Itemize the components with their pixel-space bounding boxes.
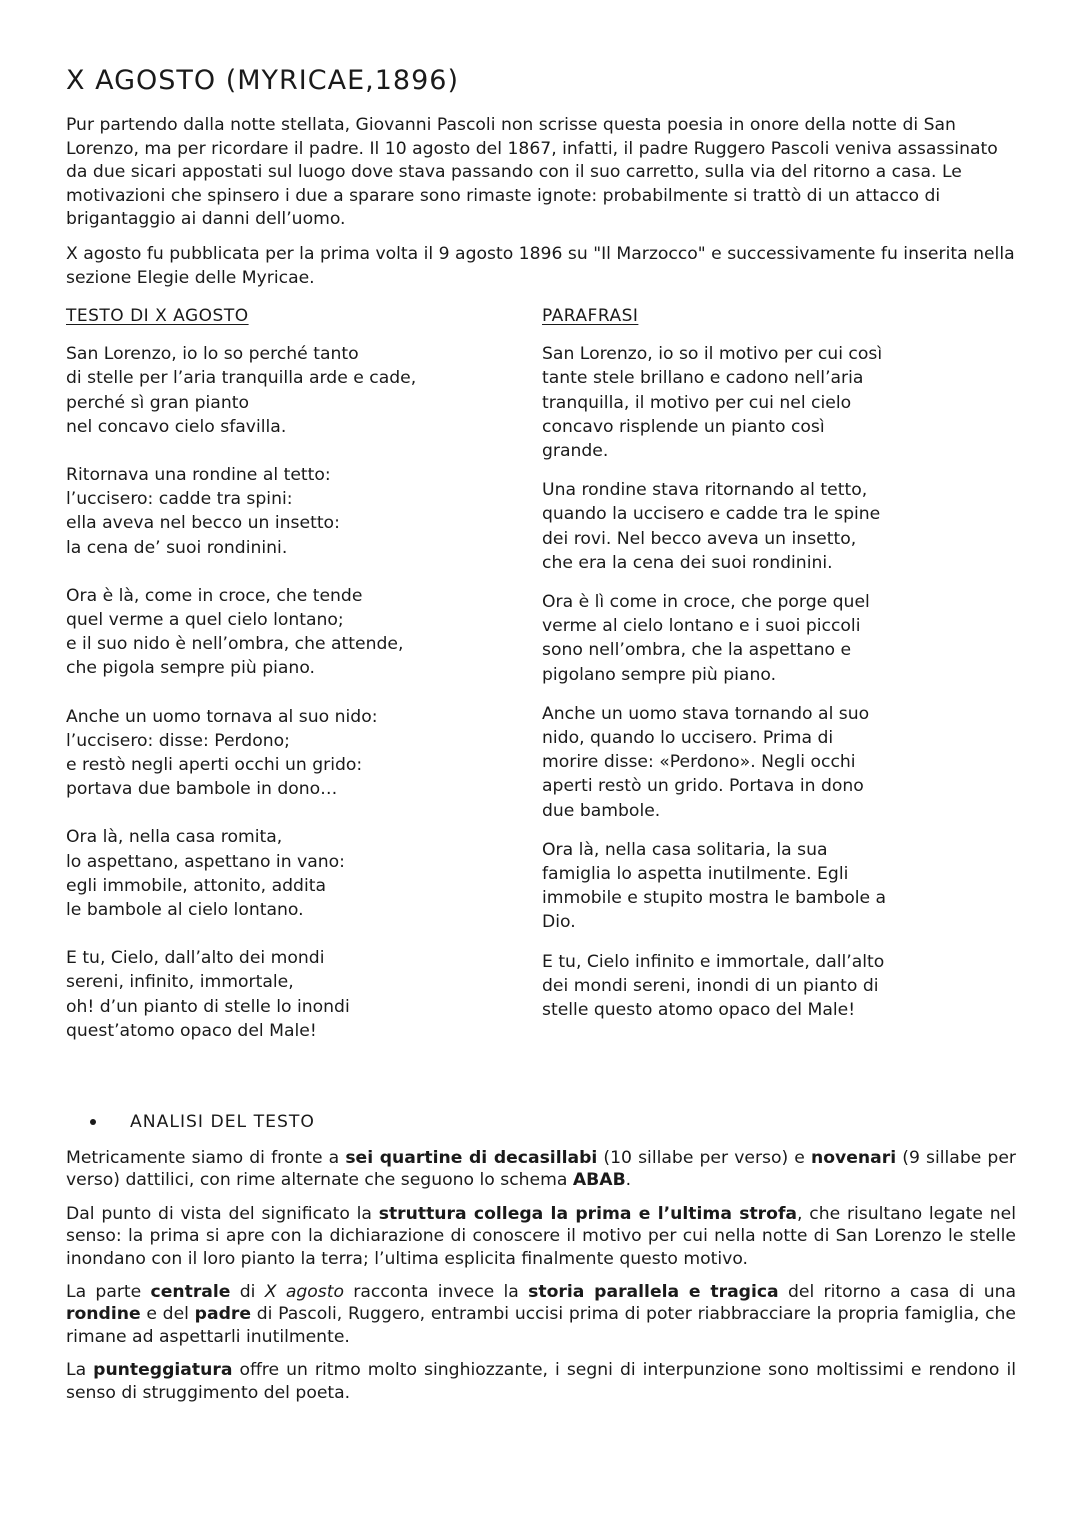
text-run: La parte [66, 1282, 151, 1303]
text-run: e del [140, 1304, 195, 1325]
bold-text: struttura collega la prima e l’ultima strofa [378, 1203, 798, 1224]
paraphrase-stanza-2: Una rondine stava ritornando al tetto, quando la uccisero e cadde tra le spine dei rovi. Nel becco aveva un insetto, che era la cena dei suoi rondinini. [542, 480, 881, 573]
paraphrase-stanza-3: Ora è lì come in croce, che porge quel verme al cielo lontano e i suoi piccoli sono nell’ombra, che la aspettano e pigolano sempre più piano. [542, 591, 870, 685]
analysis-paragraph-punctuation [66, 1359, 1016, 1404]
poem-stanza-6: E tu, Cielo, dall’alto dei mondi sereni, infinito, immortale, oh! d’un pianto di stelle lo inondi quest’atomo opaco del Male! [66, 948, 350, 1041]
poem-stanza-2: Ritornava una rondine al tetto: l’uccisero: cadde tra spini: ella aveva nel becco un insetto: la cena de’ suoi rondinini. [66, 464, 340, 558]
analysis-section [66, 1110, 1016, 1415]
bold-text: novenari [811, 1148, 897, 1168]
analysis-heading-item [66, 1110, 1016, 1134]
paraphrase-heading: PARAFRASI [542, 306, 639, 327]
bold-text: storia parallela e tragica [528, 1282, 779, 1303]
text-run: La [66, 1360, 94, 1381]
paraphrase-stanza-5: Ora là, nella casa solitaria, la sua famiglia lo aspetta inutilmente. Egli immobile e stupito mostra le bambole a Dio. [542, 839, 887, 933]
analysis-paragraph-central [66, 1281, 1016, 1348]
text-run: di [230, 1282, 265, 1303]
intro-paragraph-1: Pur partendo dalla notte stellata, Giovanni Pascoli non scrisse questa poesia in onore della notte di San Lorenzo, ma per ricordare il padre. Il 10 agosto del 1867, infatti, il padre Ruggero Pascoli veniva assassinato da due sicari appostati sul luogo dove stava passando con il suo carretto, sulla via del ritorno a casa. Le motivazioni che spinsero i due a sparare sono rimaste ignote: probabilmente si trattò di un attacco di brigantaggio ai danni dell’uomo. [66, 115, 998, 230]
paraphrase-stanza-6: E tu, Cielo infinito e immortale, dall’alto dei mondi sereni, inondi di un pianto di stelle questo atomo opaco del Male! [542, 951, 885, 1021]
poem-column [66, 304, 516, 1043]
text-run: . [625, 1170, 632, 1191]
poem-stanza-4: Anche un uomo tornava al suo nido: l’uccisero: disse: Perdono; e restò negli aperti occhi un grido: portava due bambole in dono… [66, 706, 378, 800]
intro-paragraph-2: X agosto fu pubblicata per la prima volta il 9 agosto 1896 su "Il Marzocco" e successivamente fu inserita nella sezione Elegie delle Myricae. [66, 243, 1015, 288]
text-run: offre un ritmo molto singhiozzante, i segni di interpunzione sono moltissimi e rendono il senso di struggimento del poeta. [66, 1360, 1017, 1403]
analysis-paragraph-structure [66, 1203, 1016, 1270]
bold-text: centrale [150, 1282, 231, 1303]
analysis-paragraph-metrics [66, 1147, 1016, 1192]
poem-stanza-3: Ora è là, come in croce, che tende quel verme a quel cielo lontano; e il suo nido è nell’ombra, che attende, che pigola sempre più piano. [66, 585, 404, 679]
paraphrase-stanza-1: San Lorenzo, io so il motivo per cui così tante stele brillano e cadono nell’aria tranquilla, il motivo per cui nel cielo concavo risplende un pianto così grande. [542, 344, 883, 461]
italic-text: X agosto [264, 1282, 344, 1303]
bold-text: rondine [66, 1304, 141, 1325]
text-run: Dal punto di vista del significato la [66, 1203, 379, 1224]
bold-text: ABAB [572, 1170, 626, 1191]
text-run: , che risultano legate nel senso: la prima si apre con la dichiarazione di conoscere il motivo per cui nella notte di San Lorenzo le stelle inondano con il loro pianto la terra; l’ultima esplicita finalmente questo motivo. [66, 1203, 1017, 1269]
poem-heading: TESTO DI X AGOSTO [66, 306, 249, 327]
bold-text: sei quartine di decasillabi [345, 1148, 598, 1168]
text-run: (10 sillabe per verso) e [597, 1148, 812, 1168]
analysis-heading: ANALISI DEL TESTO [130, 1112, 315, 1132]
poem-stanza-5: Ora là, nella casa romita, lo aspettano, aspettano in vano: egli immobile, attonito, addita le bambole al cielo lontano. [66, 827, 345, 921]
paraphrase-stanza-4: Anche un uomo stava tornando al suo nido, quando lo uccisero. Prima di morire disse: «Perdono». Negli occhi aperti restò un grido. Portava in dono due bambole. [542, 703, 870, 821]
text-run: Metricamente siamo di fronte a [66, 1148, 346, 1168]
text-run: (9 sillabe per verso) dattilici, con rime alternate che seguono lo schema [66, 1148, 1016, 1191]
bold-text: padre [194, 1304, 252, 1325]
page-title: X AGOSTO (MYRICAE,1896) [66, 65, 459, 96]
poem-columns [66, 304, 1016, 1041]
text-run: del ritorno a casa di una [778, 1282, 1017, 1303]
paraphrase-column [542, 304, 972, 1022]
text-run: racconta invece la [344, 1282, 529, 1303]
document-page [66, 62, 1016, 1041]
text-run: di Pascoli, Ruggero, entrambi uccisi prima di poter riabbracciare la propria famiglia, che rimane ad aspettarli inutilmente. [66, 1304, 1016, 1347]
bold-text: punteggiatura [93, 1360, 233, 1381]
poem-stanza-1: San Lorenzo, io lo so perché tanto di stelle per l’aria tranquilla arde e cade, perché sì gran pianto nel concavo cielo sfavilla. [66, 344, 417, 437]
bullet-icon [90, 1119, 96, 1125]
